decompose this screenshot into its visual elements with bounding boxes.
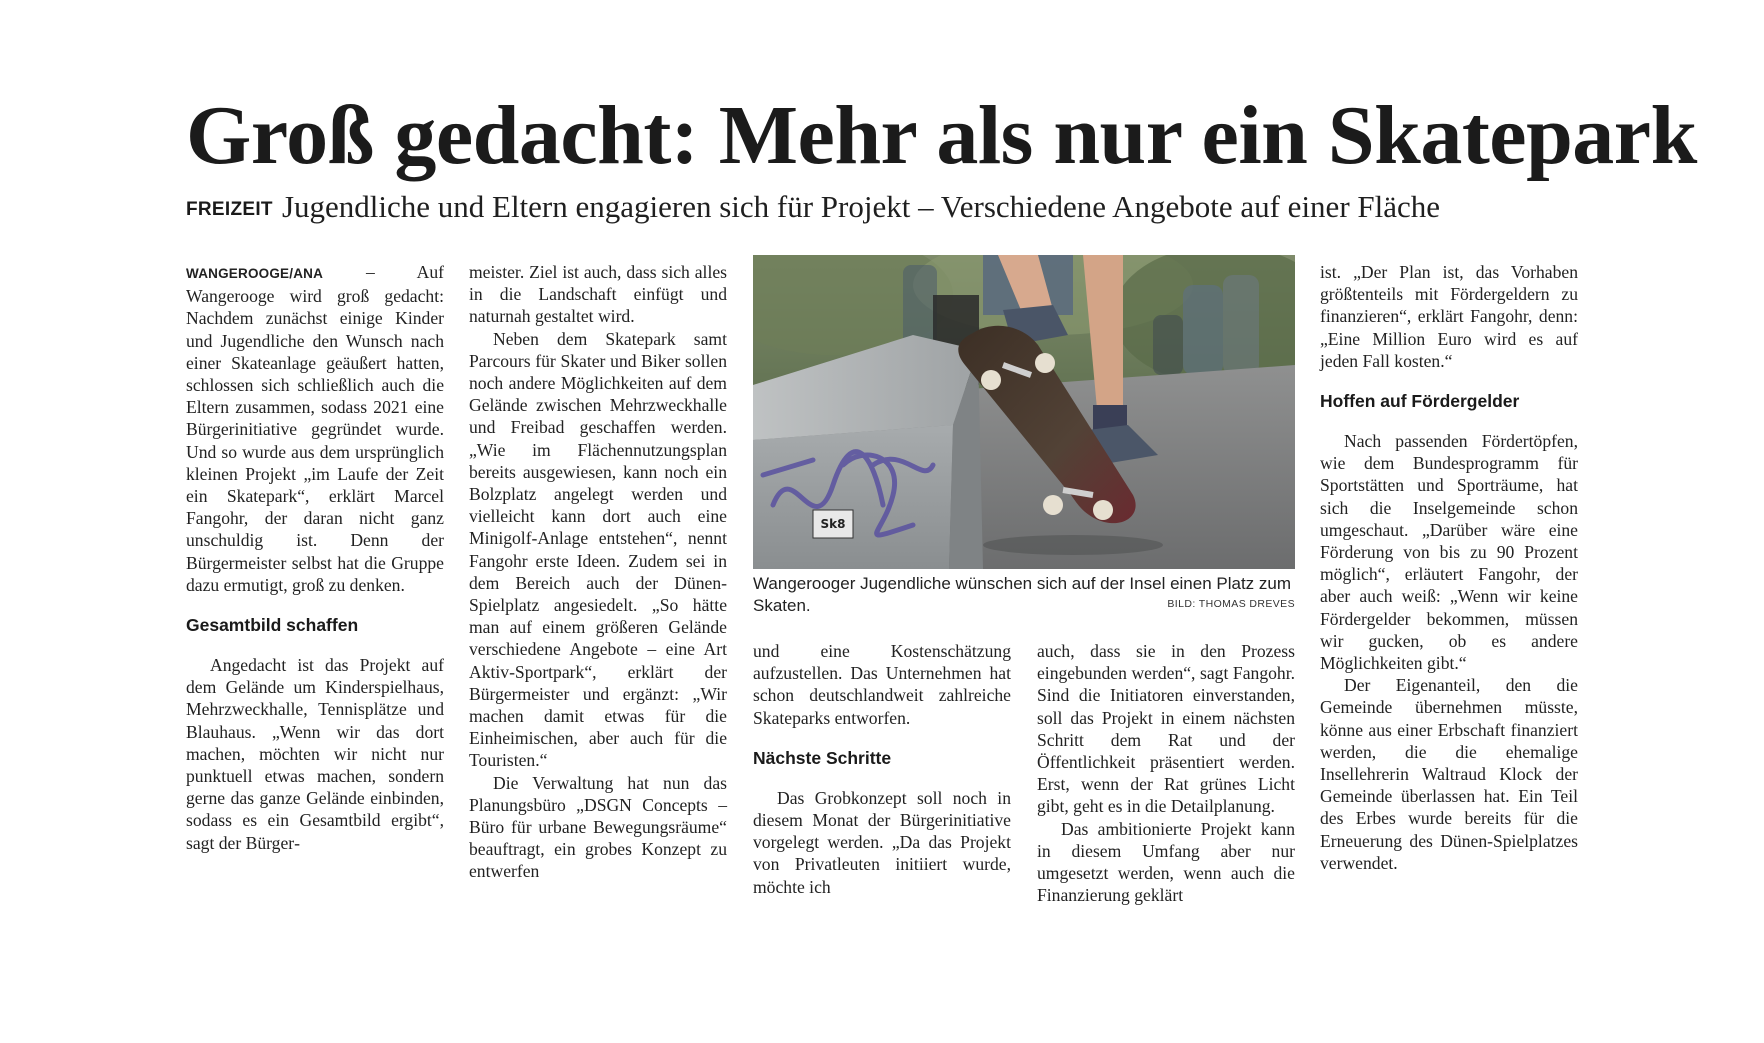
background-person (903, 265, 937, 345)
sticker-text: Sk8 (820, 517, 846, 531)
caption-text: Wangerooger Jugendliche wünschen sich auf der Insel einen Platz zum Skaten. (753, 574, 1292, 615)
paragraph-1-end: meister. Ziel ist auch, dass sich alles in die Landschaft einfügt und naturnah gestaltet wird. (469, 262, 727, 327)
paragraph-3-start: Die Verwaltung hat nun das Planungsbüro „DSGN Concepts – Büro für urbane Bewegungsräume“ beauftragt, ein grobes Konzept zu entwerfen (469, 772, 727, 882)
subtitle: Jugendliche und Eltern engagieren sich für Projekt – Verschiedene Angebote auf einer Fläche (281, 189, 1441, 224)
photo-caption (753, 573, 1295, 617)
paragraph-5-start: Das ambitionierte Projekt kann in diesem Umfang aber nur umgesetzt werden, wenn auch die Finanzierung geklärt (1037, 818, 1295, 906)
subheading-foerdergelder: Hoffen auf Fördergelder (1320, 391, 1520, 412)
agency-tag: /ANA (289, 266, 324, 281)
section-kicker: FREIZEIT (186, 199, 273, 220)
text-column-2 (469, 261, 727, 883)
lead-paragraph (186, 261, 444, 596)
text-column-4 (1037, 640, 1295, 906)
skateboard-photo (753, 255, 1295, 569)
paragraph-7: Der Eigenanteil, den die Gemeinde übernehmen müsste, könne aus einer Erbschaft finanziert werden, die die ehemalige Insellehrerin Waltraud Klock der Gemeinde überlassen hat. Ein Teil des Erbes wurde bereits für die Erneuerung des Dünen-Spielplatzes verwendet. (1320, 675, 1578, 873)
paragraph-4-end: auch, dass sie in den Prozess eingebunden werden“, sagt Fangohr. Sind die Initiatoren einverstanden, soll das Projekt in einem nächsten Schritt dem Rat und der Öffentlichkeit präsentiert werden. Erst, wenn der Rat grünes Licht gibt, geht es in die Detailplanung. (1037, 641, 1295, 817)
paragraph-6: Nach passenden Fördertöpfen, wie dem Bundesprogramm für Sportstätten und Sporträume, hat sich die Inselgemeinde schon umgeschaut. „Darüber wäre eine Förderung von bis zu 90 Prozent möglich“, erläutert Fangohr, der aber auch weiß: „Wenn wir keine Fördergelder bekommen, müssen wir gucken, ob es andere Möglichkeiten gibt.“ (1320, 431, 1578, 674)
paragraph-2: Neben dem Skatepark samt Parcours für Skater und Biker sollen noch andere Möglichkeiten auf dem Gelände zwischen Mehrzweckhalle und Freibad geschaffen werden. „Wie im Flächennutzungsplan bereits ausgewiesen, kann noch ein Bolzplatz angelegt werden und vielleicht kann dort auch eine Minigolf-Anlage entstehen“, nennt Fangohr erste Ideen. Zudem sei in dem Bereich auch der Dünen-Spielplatz angesiedelt. „So hätte man auf einem größeren Gelände verschiedene Angebote – eine Art Aktiv-Sportpark“, erklärt der Bürgermeister und ergänzt: „Wir machen damit etwas für die Einheimischen, aber auch für die Touristen.“ (469, 328, 727, 771)
subheading-naechste-schritte: Nächste Schritte (753, 747, 892, 768)
text-column-5 (1320, 261, 1578, 874)
article-photo (753, 255, 1295, 569)
paragraph-3-end: und eine Kostenschätzung aufzustellen. Das Unternehmen hat schon deutschlandweit zahlreiche Skateparks entworfen. (753, 641, 1011, 728)
paragraph-5-end: ist. „Der Plan ist, das Vorhaben größtenteils mit Fördergeldern zu finanzieren“, erklärt Fangohr, denn: „Eine Million Euro wird es auf jeden Fall kosten.“ (1320, 262, 1578, 371)
photo-credit: BILD: THOMAS DREVES (1167, 598, 1295, 610)
subheading-gesamtbild: Gesamtbild schaffen (186, 615, 359, 636)
lead-text: – Auf Wangerooge wird groß gedacht: Nachdem zunächst einige Kinder und Jugendliche den Wunsch nach einer Skateanlage geäußert hatten, schlossen sich schließlich auch die Eltern zusammen, sodass 2021 eine Bürgerinitiative gegründet wurde. Und so wurde aus dem ursprünglich kleinen Projekt „im Laufe der Zeit ein Skatepark“, erklärt Marcel Fangohr, der daran nicht ganz unschuldig ist. Denn der Bürgermeister selbst hat die Gruppe dazu ermutigt, groß zu denken. (186, 262, 444, 595)
text-column-1 (186, 261, 444, 854)
text-column-3 (753, 640, 1011, 898)
dateline: WANGEROOGE (186, 266, 290, 281)
subheadline (186, 188, 1586, 231)
headline: Groß gedacht: Mehr als nur ein Skatepark (186, 89, 1697, 182)
paragraph-4-start: Das Grobkonzept soll noch in diesem Monat der Bürgerinitiative vorgelegt werden. „Da das Projekt von Privatleuten initiiert wurde, möchte ich (753, 787, 1011, 897)
paragraph-1-start: Angedacht ist das Projekt auf dem Gelände um Kinderspielhaus, Mehrzweckhalle, Tennisplätze und Blauhaus. „Wenn wir das dort machen, möchten wir nicht nur punktuell etwas machen, sondern gerne das ganze Gelände einbinden, sodass es ein Gesamtbild ergibt“, sagt der Bürger‑ (186, 655, 444, 853)
